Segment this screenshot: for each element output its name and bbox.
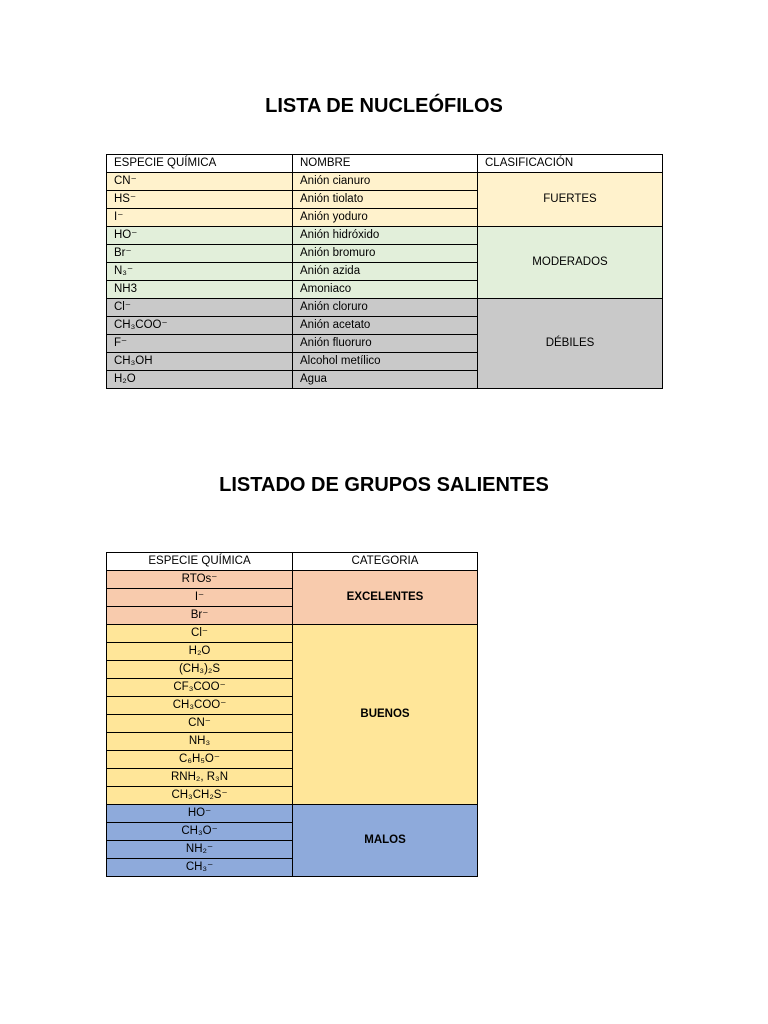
species-cell: H₂O [107, 643, 293, 661]
table-row [107, 571, 478, 589]
leaving-groups-header-row [107, 553, 478, 571]
species-cell: H₂O [107, 371, 293, 389]
name-cell: Alcohol metílico [293, 353, 478, 371]
name-cell: Anión cloruro [293, 299, 478, 317]
name-cell: Anión acetato [293, 317, 478, 335]
category-cell: MALOS [293, 805, 478, 877]
species-cell: F⁻ [107, 335, 293, 353]
leaving-groups-title: LISTADO DE GRUPOS SALIENTES [219, 474, 549, 496]
nucleophiles-table [106, 154, 663, 389]
name-cell: Anión fluoruro [293, 335, 478, 353]
species-cell: Br⁻ [107, 607, 293, 625]
category-cell: BUENOS [293, 625, 478, 805]
name-cell: Anión azida [293, 263, 478, 281]
nucleophiles-title: LISTA DE NUCLEÓFILOS [265, 95, 503, 117]
name-cell: Anión bromuro [293, 245, 478, 263]
name-cell: Anión yoduro [293, 209, 478, 227]
nucleophiles-header-row [107, 155, 663, 173]
header-species: ESPECIE QUÍMICA [107, 553, 293, 571]
species-cell: RTOs⁻ [107, 571, 293, 589]
header-species: ESPECIE QUÍMICA [107, 155, 293, 173]
header-category: CATEGORIA [293, 553, 478, 571]
species-cell: CH₃COO⁻ [107, 697, 293, 715]
species-cell: CH₃⁻ [107, 859, 293, 877]
species-cell: N₃⁻ [107, 263, 293, 281]
name-cell: Anión cianuro [293, 173, 478, 191]
species-cell: (CH₃)₂S [107, 661, 293, 679]
name-cell: Anión tiolato [293, 191, 478, 209]
table-row [107, 805, 478, 823]
species-cell: HS⁻ [107, 191, 293, 209]
species-cell: Cl⁻ [107, 299, 293, 317]
name-cell: Anión hidróxido [293, 227, 478, 245]
species-cell: CH₃COO⁻ [107, 317, 293, 335]
species-cell: CN⁻ [107, 715, 293, 733]
category-cell: EXCELENTES [293, 571, 478, 625]
name-cell: Amoniaco [293, 281, 478, 299]
species-cell: HO⁻ [107, 805, 293, 823]
name-cell: Agua [293, 371, 478, 389]
header-classification: CLASIFICACIÓN [478, 155, 663, 173]
species-cell: I⁻ [107, 589, 293, 607]
header-name: NOMBRE [293, 155, 478, 173]
table-row [107, 227, 663, 245]
species-cell: Cl⁻ [107, 625, 293, 643]
species-cell: NH₃ [107, 733, 293, 751]
table-row [107, 625, 478, 643]
table-row [107, 299, 663, 317]
species-cell: RNH₂, R₃N [107, 769, 293, 787]
species-cell: Br⁻ [107, 245, 293, 263]
species-cell: CH₃CH₂S⁻ [107, 787, 293, 805]
species-cell: CF₃COO⁻ [107, 679, 293, 697]
species-cell: HO⁻ [107, 227, 293, 245]
classification-cell: MODERADOS [478, 227, 663, 299]
species-cell: CH₃OH [107, 353, 293, 371]
species-cell: I⁻ [107, 209, 293, 227]
species-cell: CH₃O⁻ [107, 823, 293, 841]
classification-cell: FUERTES [478, 173, 663, 227]
species-cell: NH3 [107, 281, 293, 299]
species-cell: NH₂⁻ [107, 841, 293, 859]
classification-cell: DÉBILES [478, 299, 663, 389]
leaving-groups-table [106, 552, 478, 877]
species-cell: C₆H₅O⁻ [107, 751, 293, 769]
table-row [107, 173, 663, 191]
species-cell: CN⁻ [107, 173, 293, 191]
